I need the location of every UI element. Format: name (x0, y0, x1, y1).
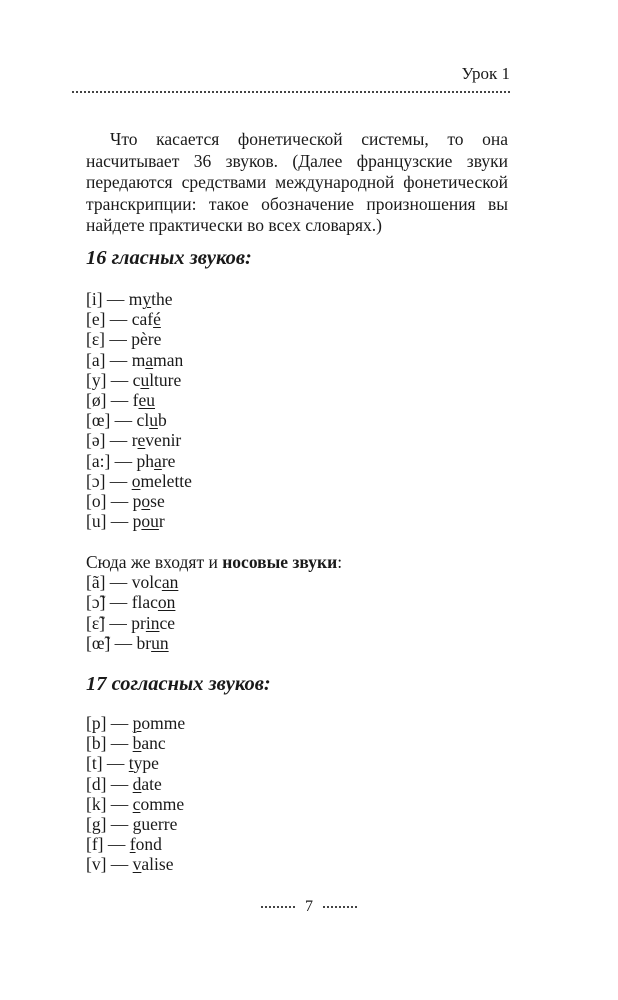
sound-u: on (157, 592, 176, 613)
sound-pre: volc (131, 572, 162, 593)
sound-pre: cl (136, 410, 150, 431)
sound-pre: père (131, 329, 162, 350)
sound-post: the (151, 289, 173, 309)
sound-ipa: [i] — (86, 289, 129, 309)
sound-u: ou (141, 511, 159, 532)
sound-item (86, 794, 185, 814)
sound-ipa: [ɔ̃] — (86, 592, 132, 613)
sound-u: u (140, 369, 150, 390)
sound-post: omme (140, 793, 185, 814)
sound-u: v (132, 854, 142, 875)
consonants-list (86, 713, 185, 875)
sound-item (86, 370, 192, 390)
nasal-intro-text: Сюда же входят и (86, 552, 223, 572)
sound-u: d (132, 773, 142, 794)
sound-pre: c (132, 369, 141, 390)
sound-item (86, 329, 192, 349)
sound-ipa: [ə] — (86, 430, 132, 451)
sound-item (86, 309, 192, 329)
sound-item (86, 733, 185, 753)
sound-u: c (132, 793, 141, 814)
sound-u: un (151, 632, 169, 653)
sound-item (86, 350, 192, 370)
sound-post: ond (135, 834, 162, 855)
consonants-heading: 17 согласных звуков: (86, 673, 271, 695)
sound-item (86, 430, 192, 450)
sound-item (86, 713, 185, 733)
sound-post: ype (133, 753, 159, 774)
sound-pre: p (132, 491, 142, 512)
sound-pre: flac (131, 592, 158, 613)
sound-item (86, 491, 192, 511)
sound-post: ce (159, 612, 176, 633)
sound-item (86, 814, 185, 834)
sound-post: venir (145, 430, 182, 451)
dots-left (261, 906, 295, 908)
sound-ipa: [œ̃] — (86, 632, 137, 653)
nasals-list (86, 572, 342, 653)
sound-ipa: [o] — (86, 491, 133, 512)
sound-post: anc (141, 733, 166, 754)
sound-item (86, 410, 192, 430)
sound-item (86, 511, 192, 531)
sound-u: eu (138, 390, 156, 411)
page-footer (0, 898, 618, 916)
sound-u: a (145, 349, 154, 370)
sound-pre: pr (131, 612, 146, 633)
sound-u: p (132, 713, 142, 733)
sound-item (86, 572, 342, 592)
sound-u: y (142, 289, 152, 309)
sound-item (86, 471, 192, 491)
sound-post: re (161, 450, 176, 471)
sound-post: melette (140, 470, 192, 491)
sound-item (86, 633, 342, 653)
sound-pre: m (131, 349, 146, 370)
sound-ipa: [a:] — (86, 450, 137, 471)
sound-ipa: [ã] — (86, 572, 132, 593)
sound-ipa: [e] — (86, 309, 132, 330)
sound-ipa: [t] — (86, 753, 129, 774)
sound-ipa: [a] — (86, 349, 132, 370)
sound-ipa: [œ] — (86, 410, 137, 431)
sound-post: ate (141, 773, 162, 794)
sound-u: é (153, 309, 161, 330)
sound-item (86, 592, 342, 612)
sound-item (86, 774, 185, 794)
sound-ipa: [u] — (86, 511, 133, 532)
sound-ipa: [ø] — (86, 390, 133, 411)
sound-u: e (137, 430, 146, 451)
dots-right (323, 906, 357, 908)
sound-item (86, 613, 342, 633)
nasal-intro-bold: носовые звуки (222, 552, 338, 572)
nasal-section (86, 552, 342, 653)
sound-pre: m (128, 289, 143, 309)
sound-u: f (129, 834, 136, 855)
sound-pre: r (131, 430, 138, 451)
sound-post: lture (149, 369, 182, 390)
sound-item (86, 451, 192, 471)
sound-ipa: [b] — (86, 733, 133, 754)
vowels-list (86, 289, 192, 531)
sound-pre: p (132, 511, 142, 532)
sound-u: b (132, 733, 142, 754)
sound-u: a (154, 450, 162, 471)
nasal-intro (86, 552, 342, 572)
sound-ipa: [ɔ] — (86, 470, 132, 491)
sound-ipa: [ɛ̃] — (86, 612, 132, 633)
sound-item (86, 289, 192, 309)
sound-ipa: [v] — (86, 854, 133, 875)
sound-post: r (158, 511, 165, 532)
sound-u: in (145, 612, 160, 633)
sound-u: u (149, 410, 158, 431)
nasal-intro-end: : (337, 552, 343, 572)
vowels-heading: 16 гласных звуков: (86, 247, 252, 269)
sound-u: g (132, 814, 142, 835)
sound-u: an (161, 572, 179, 593)
sound-post: uerre (141, 814, 178, 835)
sound-ipa: [g] — (86, 814, 133, 835)
sound-ipa: [ɛ] — (86, 329, 132, 350)
page-number: 7 (305, 898, 313, 915)
sound-pre: br (136, 632, 152, 653)
sound-ipa: [y] — (86, 369, 133, 390)
sound-ipa: [d] — (86, 773, 133, 794)
sound-ipa: [f] — (86, 834, 130, 855)
running-header: Урок 1 (461, 64, 510, 83)
sound-pre: ph (136, 450, 155, 471)
sound-post: alise (141, 854, 174, 875)
sound-pre: f (132, 390, 139, 411)
sound-item (86, 390, 192, 410)
sound-post: omme (141, 713, 186, 733)
intro-paragraph: Что касается фонетической системы, то она насчитывает 36 звуков. (Далее французские звуки передаются средствами международной фонетической транскрипции: такое обозначение произношения вы найдете практически во всех словарях.) (86, 129, 508, 236)
sound-item (86, 854, 185, 874)
sound-post: man (153, 349, 184, 370)
header-divider (72, 91, 510, 93)
sound-u: t (128, 753, 134, 774)
sound-ipa: [p] — (86, 713, 133, 733)
sound-item (86, 834, 185, 854)
sound-post: b (157, 410, 167, 431)
sound-pre: caf (131, 309, 154, 330)
sound-u: o (141, 491, 151, 512)
sound-ipa: [k] — (86, 793, 133, 814)
sound-item (86, 753, 185, 773)
sound-u: o (131, 470, 141, 491)
sound-post: se (150, 491, 165, 512)
